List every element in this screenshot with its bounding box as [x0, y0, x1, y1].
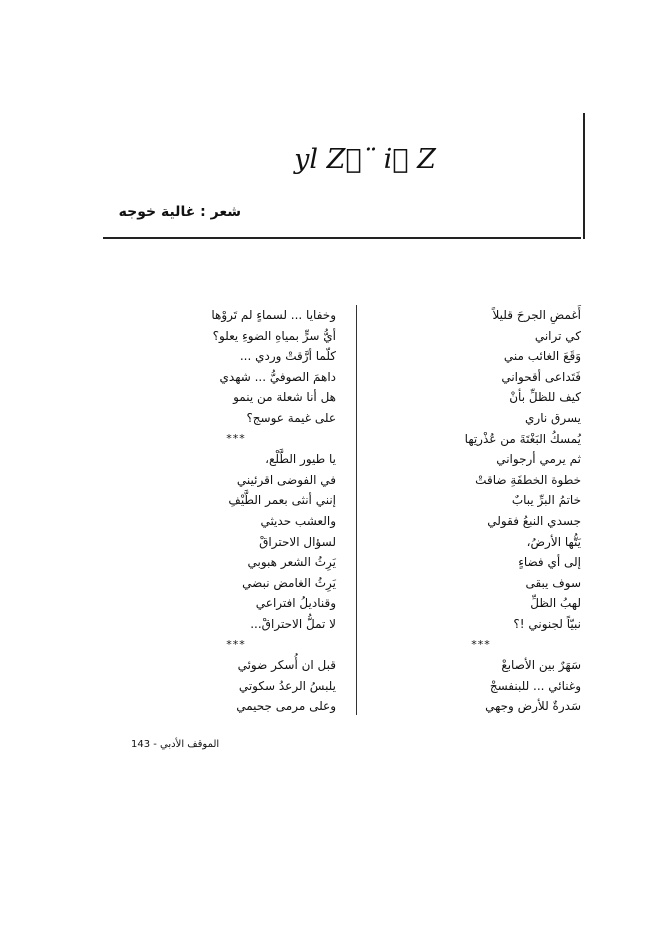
- verse-line: لا تملُّ الاحتراقْ...: [250, 616, 336, 631]
- verse-line: في الفوضى اقرئيني: [236, 472, 336, 487]
- verse-line: لسؤال الاحتراقْ: [259, 534, 336, 549]
- frame-right-rule: [583, 113, 585, 239]
- verse-line: خاتمُ البرِّ يبابٌ: [511, 493, 581, 508]
- verse-line: إلى أي فضاءٍ: [518, 555, 581, 570]
- verse-line: على غيمة عوسج؟: [246, 410, 336, 425]
- verse-line: وَقَعَ الغائب مني: [503, 349, 581, 364]
- verse-line: يَرِثُ الغامض نبضي: [242, 575, 336, 590]
- verse-line: كلّما أرَّقتْ وردي ...: [239, 349, 336, 364]
- verse-line: إنني أنثى بعمر الطَّيْفِ: [228, 493, 336, 508]
- stanza-separator: ***: [226, 431, 246, 445]
- stanza-separator: ***: [226, 637, 246, 651]
- verse-line: وخفايا ... لسماءٍ لم تَروْها: [211, 308, 336, 322]
- stanza-separator: ***: [471, 637, 491, 651]
- verse-line: لهبُ الظلِّ: [530, 596, 581, 611]
- verse-line: وقناديلُ افتراعي: [255, 596, 336, 611]
- verse-line: يُمسكُ البَغْتَةَ من عُذْرتِها: [464, 431, 581, 446]
- verse-line: أيُّ سرٍّ بمياهِ الضوءِ يعلو؟: [212, 328, 336, 343]
- verse-line: سَهَرٌ بين الأصابعْ: [501, 658, 581, 673]
- verse-line: والعشب حديثي: [260, 513, 336, 528]
- poem-column-right: [381, 305, 581, 717]
- poem-author: شعر : غالية خوجه: [118, 204, 241, 220]
- verse-line: يا طيور الطَّلْع،: [265, 452, 336, 467]
- column-divider: [356, 305, 357, 715]
- page-footer: الموقف الأدبي - 143: [131, 739, 220, 750]
- verse-line: يلبسُ الرعدُ سكوتي: [238, 678, 336, 693]
- verse-line: داهمَ الصوفيُّ ... شهدي: [219, 369, 336, 384]
- frame-top-rule: [103, 237, 581, 239]
- verse-line: ثم يرمي أرجواني: [496, 452, 581, 467]
- verse-line: وعلى مرمى جحيمي: [236, 699, 336, 714]
- verse-line: خطوة الخطفَةِ ضاقتْ: [475, 472, 581, 487]
- verse-line: هل أنا شعلة من ينمو: [233, 390, 336, 405]
- poem-title: yl Zِ¨ i ِZ: [294, 144, 436, 175]
- verse-line: كيف للظلِّ بأنْ: [509, 390, 581, 405]
- verse-line: قبل ان أُسكر ضوئي: [237, 658, 336, 673]
- verse-line: سوف يبقى: [525, 575, 581, 590]
- verse-line: أَغمضِ الجرحَ قليلاً: [492, 308, 581, 322]
- poem-column-left: [136, 305, 336, 717]
- verse-line: وغنائي ... للبنفسجْ: [489, 678, 581, 693]
- verse-line: سَدرةٌ للأرض وجهي: [485, 699, 581, 714]
- verse-line: يسرق ناري: [525, 410, 581, 425]
- verse-line: كي تراني: [534, 328, 581, 343]
- verse-line: نبيّاً لجنوني !؟: [513, 616, 581, 631]
- verse-line: يَتُّها الأرضُ،: [526, 534, 581, 549]
- verse-line: يَرِثُ الشعر هبوبي: [247, 555, 336, 570]
- verse-line: جسدي النبعُ فقولي: [487, 513, 581, 528]
- verse-line: فَتَداعى أقحواني: [501, 369, 581, 384]
